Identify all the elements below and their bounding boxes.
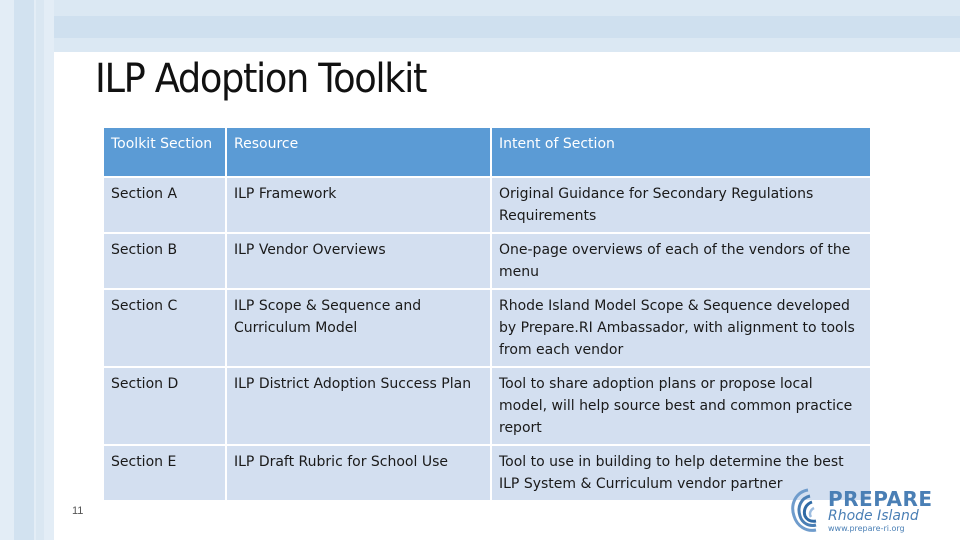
cell-intent: Tool to use in building to help determine the best ILP System & Curriculum vendor partner [492, 446, 872, 502]
cell-section: Section E [104, 446, 227, 502]
table-row [104, 178, 872, 234]
background-left-stripe [14, 0, 34, 540]
cell-resource: ILP Scope & Sequence and Curriculum Model [227, 290, 492, 368]
prepare-ri-logo [788, 486, 938, 536]
slide-title: ILP Adoption Toolkit [95, 56, 427, 102]
cell-resource: ILP District Adoption Success Plan [227, 368, 492, 446]
header-resource: Resource [227, 128, 492, 178]
cell-section: Section D [104, 368, 227, 446]
logo-prepare-text: PREPARE [828, 487, 933, 511]
cell-section: Section B [104, 234, 227, 290]
logo-url: www.prepare-ri.org [828, 524, 905, 533]
header-intent: Intent of Section [492, 128, 872, 178]
cell-resource: ILP Vendor Overviews [227, 234, 492, 290]
table-header-row [104, 128, 872, 178]
cell-section: Section C [104, 290, 227, 368]
table-row [104, 446, 872, 502]
table-row [104, 234, 872, 290]
cell-resource: ILP Framework [227, 178, 492, 234]
prepare-swirl-icon [788, 486, 828, 534]
page-number: 11 [72, 505, 84, 517]
header-toolkit-section: Toolkit Section [104, 128, 227, 178]
logo-subtitle: Rhode Island [828, 508, 919, 524]
background-left-stripe-thin [36, 0, 44, 540]
cell-intent: Tool to share adoption plans or propose local model, will help source best and common practice report [492, 368, 872, 446]
cell-intent: Original Guidance for Secondary Regulations Requirements [492, 178, 872, 234]
table-row [104, 368, 872, 446]
cell-resource: ILP Draft Rubric for School Use [227, 446, 492, 502]
cell-intent: Rhode Island Model Scope & Sequence developed by Prepare.RI Ambassador, with alignment to tools from each vendor [492, 290, 872, 368]
table-row [104, 290, 872, 368]
cell-intent: One-page overviews of each of the vendors of the menu [492, 234, 872, 290]
cell-section: Section A [104, 178, 227, 234]
background-top-stripe [0, 16, 960, 38]
toolkit-table [104, 128, 872, 502]
